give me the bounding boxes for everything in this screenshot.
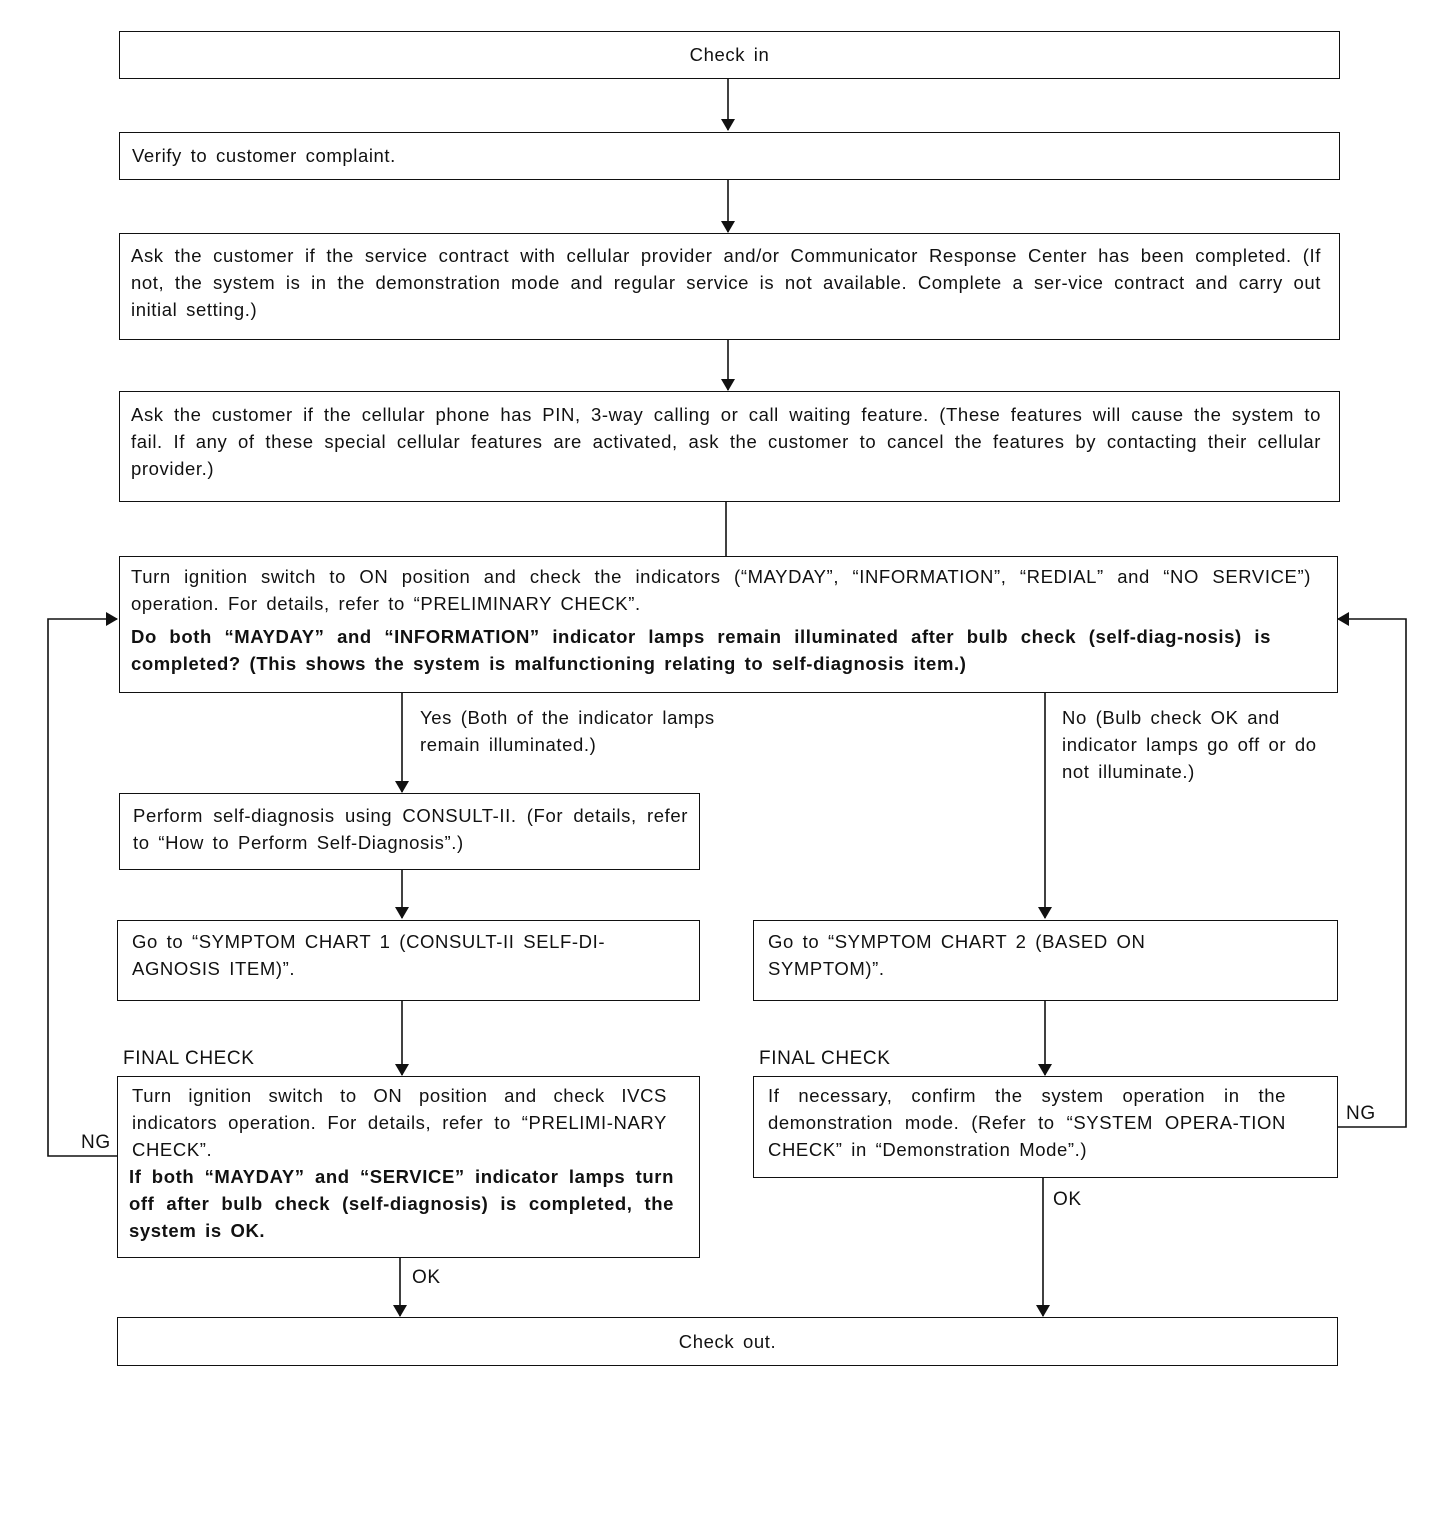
final-check-right-label: FINAL CHECK: [759, 1048, 891, 1069]
symptom-chart-1-box: [117, 920, 700, 1001]
ng-right-label: NG: [1346, 1103, 1376, 1124]
final-check-left-box: [117, 1076, 700, 1258]
check-out-text: Check out.: [678, 1331, 777, 1352]
arrow-ng-right-loop: [1338, 619, 1406, 1127]
cellular-features-text: Ask the customer if the cellular phone has PIN, 3-way calling or call waiting feature. (These features will cause the system to fail. If any of these special cellular features are activated, ask the customer to cancel the features by contacting their cellular provider.): [131, 404, 1321, 479]
yes-branch-label: Yes (Both of the indicator lamps remain illuminated.): [420, 707, 715, 755]
check-in-text: Check in: [689, 44, 770, 65]
ignition-check-text: Turn ignition switch to ON position and check the indicators (“MAYDAY”, “INFORMATION”, “REDIAL” and “NO SERVICE”) operation. For details, refer to “PRELIMINARY CHECK”.: [131, 566, 1311, 614]
arrow-ng-left-loop: [48, 619, 117, 1156]
symptom-chart-2-text: Go to “SYMPTOM CHART 2 (BASED ON SYMPTOM)”.: [768, 931, 1146, 979]
symptom-chart-2-box: [753, 920, 1338, 1001]
check-in-box: [119, 31, 1340, 79]
final-check-left-result: If both “MAYDAY” and “SERVICE” indicator lamps turn off after bulb check (self-diagnosis) is completed, the system is OK.: [129, 1166, 674, 1241]
ok-right-label: OK: [1053, 1189, 1082, 1210]
cellular-features-box: [119, 391, 1340, 502]
ng-left-label: NG: [81, 1132, 111, 1153]
symptom-chart-1-text: Go to “SYMPTOM CHART 1 (CONSULT-II SELF-DI-AGNOSIS ITEM)”.: [132, 931, 606, 979]
final-check-left-label: FINAL CHECK: [123, 1048, 255, 1069]
ignition-check-box: [119, 556, 1338, 693]
service-contract-box: [119, 233, 1340, 340]
final-check-right-box: [753, 1076, 1338, 1178]
service-contract-text: Ask the customer if the service contract with cellular provider and/or Communicator Response Center has been completed. (If not, the system is in the demonstration mode and regular service is not available. Complete a ser-vice contract and carry out initial setting.): [131, 245, 1321, 320]
no-branch-label: No (Bulb check OK and indicator lamps go off or do not illuminate.): [1062, 707, 1317, 782]
final-check-right-text: If necessary, confirm the system operation in the demonstration mode. (Refer to “SYSTEM OPERA-TION CHECK” in “Demonstration Mode”.): [768, 1085, 1286, 1160]
verify-complaint-text: Verify to customer complaint.: [132, 145, 396, 166]
decision-question-text: Do both “MAYDAY” and “INFORMATION” indicator lamps remain illuminated after bulb check (self-diag-nosis) is completed? (This shows the system is malfunctioning relating to self-diagnosis item.): [131, 626, 1271, 674]
verify-complaint-box: [119, 132, 1340, 180]
final-check-left-text: Turn ignition switch to ON position and check IVCS indicators operation. For details, refer to “PRELIMI-NARY CHECK”.: [132, 1085, 667, 1160]
self-diagnosis-box: [119, 793, 700, 870]
self-diagnosis-text: Perform self-diagnosis using CONSULT-II. (For details, refer to “How to Perform Self-Diagnosis”.): [133, 805, 688, 853]
check-out-box: [117, 1317, 1338, 1366]
ok-left-label: OK: [412, 1267, 441, 1288]
